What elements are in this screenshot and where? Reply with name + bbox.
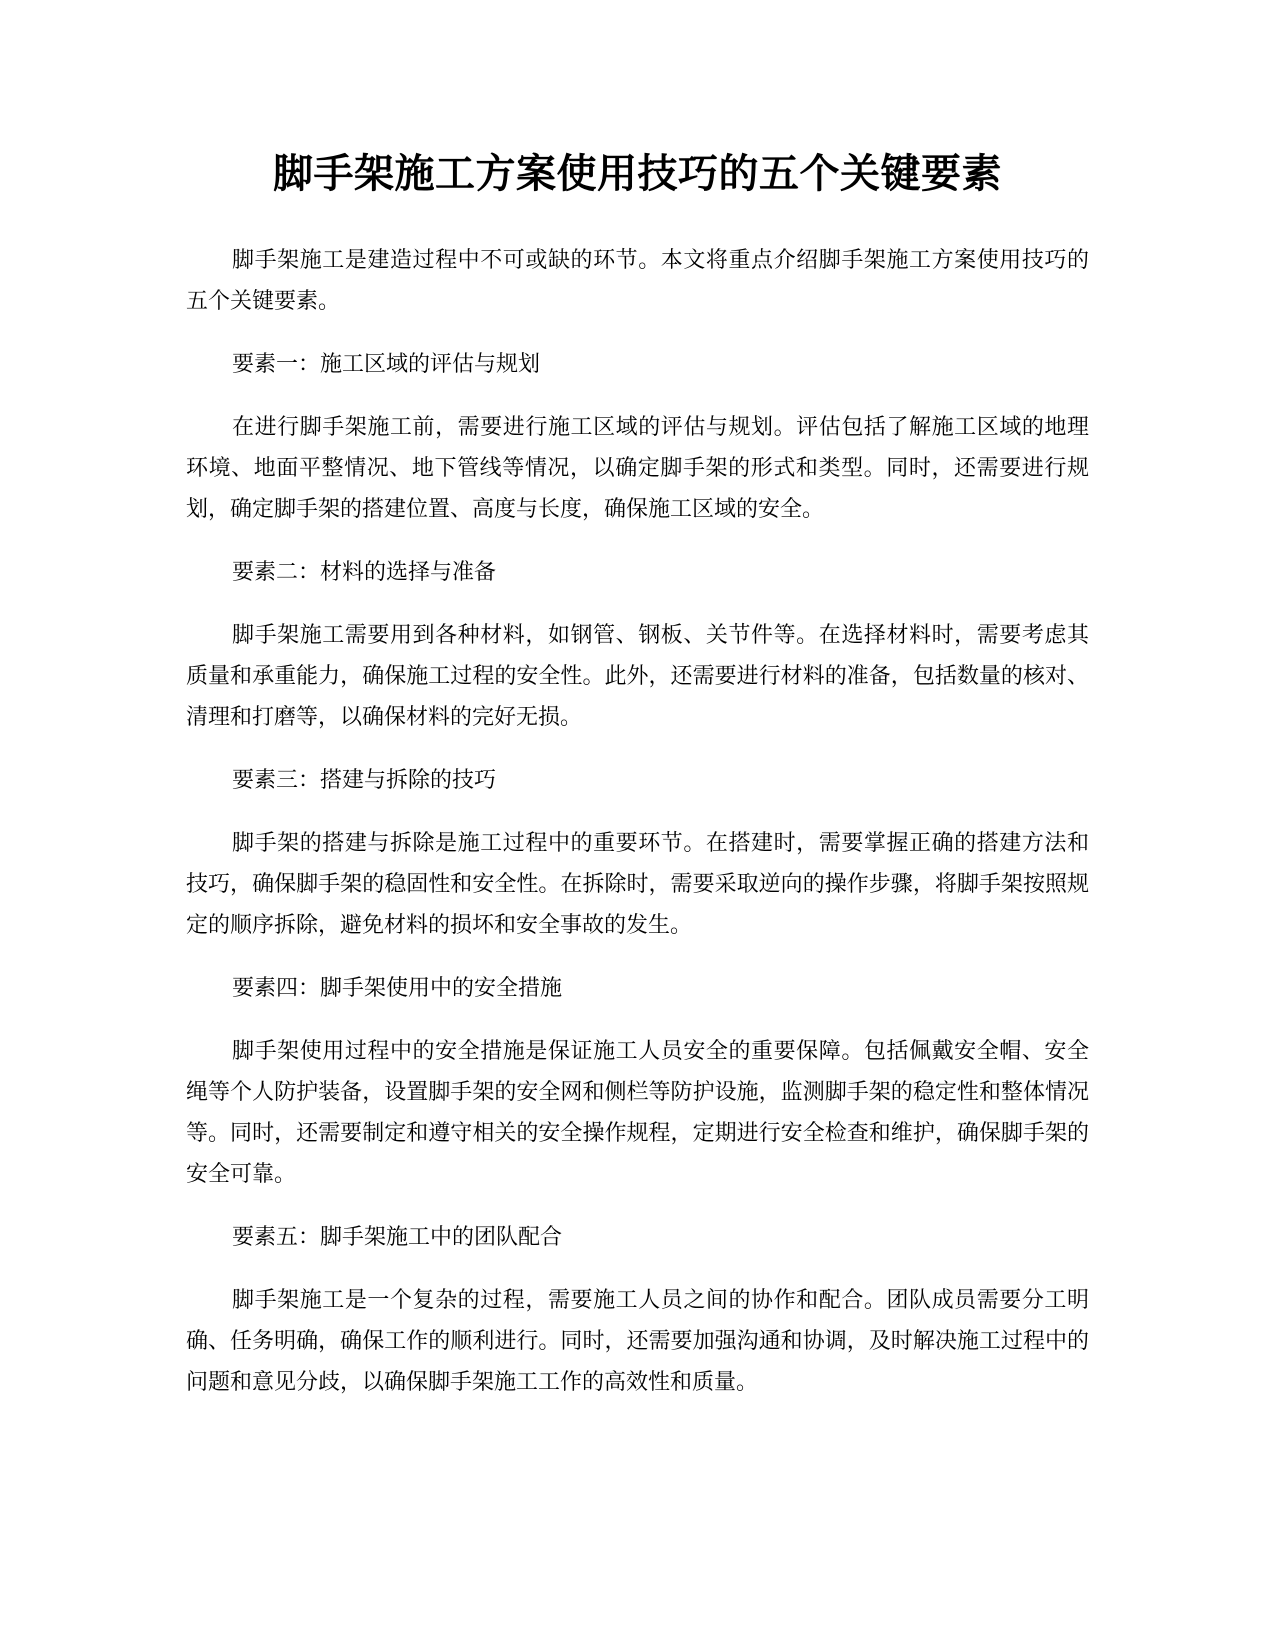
section-paragraph-3: 脚手架的搭建与拆除是施工过程中的重要环节。在搭建时，需要掌握正确的搭建方法和技巧，确保脚手架的稳固性和安全性。在拆除时，需要采取逆向的操作步骤，将脚手架按照规定的顺序拆除，避免材料的损坏和安全事故的发生。 bbox=[186, 831, 1089, 938]
section-heading-5: 要素五：脚手架施工中的团队配合 bbox=[232, 1225, 563, 1250]
section-paragraph-1: 在进行脚手架施工前，需要进行施工区域的评估与规划。评估包括了解施工区域的地理环境、地面平整情况、地下管线等情况，以确定脚手架的形式和类型。同时，还需要进行规划，确定脚手架的搭建位置、高度与长度，确保施工区域的安全。 bbox=[186, 415, 1089, 522]
document-body bbox=[186, 240, 1089, 1425]
section-paragraph-2: 脚手架施工需要用到各种材料，如钢管、钢板、关节件等。在选择材料时，需要考虑其质量和承重能力，确保施工过程的安全性。此外，还需要进行材料的准备，包括数量的核对、清理和打磨等，以确保材料的完好无损。 bbox=[186, 623, 1089, 730]
document-title: 脚手架施工方案使用技巧的五个关键要素 bbox=[273, 151, 1002, 197]
section-paragraph-4: 脚手架使用过程中的安全措施是保证施工人员安全的重要保障。包括佩戴安全帽、安全绳等个人防护装备，设置脚手架的安全网和侧栏等防护设施，监测脚手架的稳定性和整体情况等。同时，还需要制定和遵守相关的安全操作规程，定期进行安全检查和维护，确保脚手架的安全可靠。 bbox=[186, 1039, 1089, 1187]
section-paragraph-5: 脚手架施工是一个复杂的过程，需要施工人员之间的协作和配合。团队成员需要分工明确、任务明确，确保工作的顺利进行。同时，还需要加强沟通和协调，及时解决施工过程中的问题和意见分歧，以确保脚手架施工工作的高效性和质量。 bbox=[186, 1288, 1089, 1395]
section-heading-2: 要素二：材料的选择与准备 bbox=[232, 560, 497, 585]
section-heading-1: 要素一：施工区域的评估与规划 bbox=[232, 352, 541, 377]
section-heading-3: 要素三：搭建与拆除的技巧 bbox=[232, 768, 497, 793]
intro-paragraph: 脚手架施工是建造过程中不可或缺的环节。本文将重点介绍脚手架施工方案使用技巧的五个关键要素。 bbox=[186, 248, 1089, 314]
section-heading-4: 要素四：脚手架使用中的安全措施 bbox=[232, 976, 563, 1001]
